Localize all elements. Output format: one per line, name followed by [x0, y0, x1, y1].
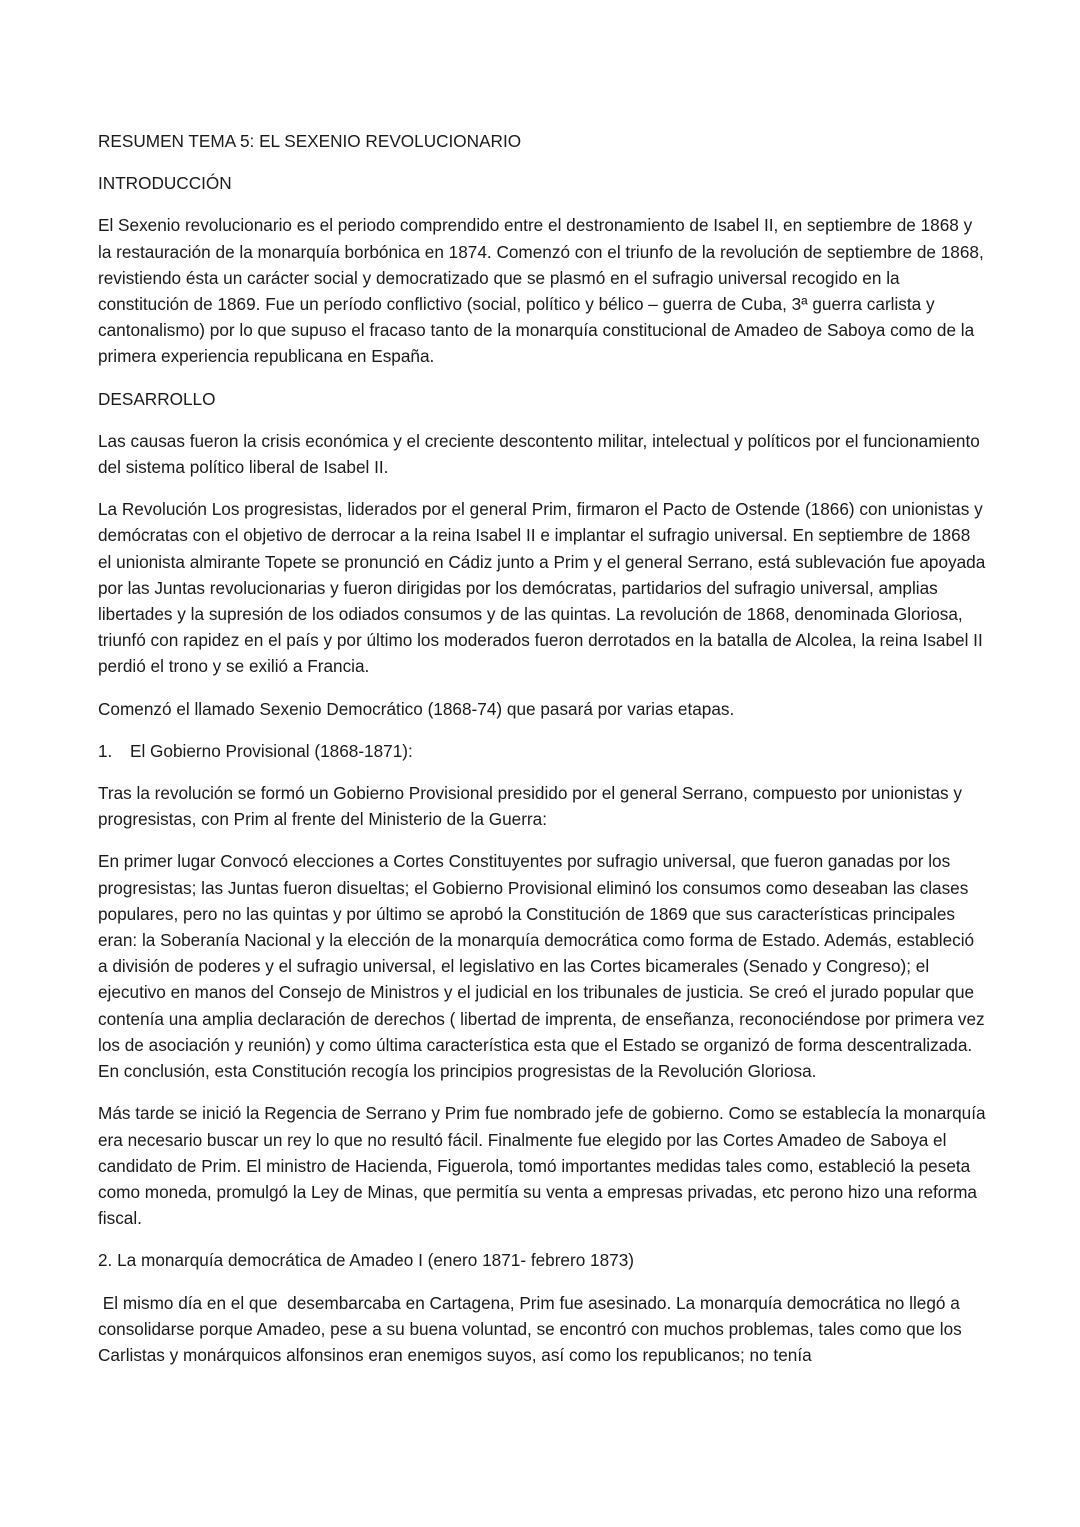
document-page — [98, 128, 988, 1384]
intro-heading: INTRODUCCIÓN — [98, 173, 232, 194]
list-number: 1. — [98, 740, 113, 761]
list-item-provisional-government — [98, 738, 988, 764]
sexenio-paragraph: Comenzó el llamado Sexenio Democrático (1868-74) que pasará por varias etapas. — [98, 698, 735, 719]
provisional-government-paragraph: Tras la revolución se formó un Gobierno Provisional presidido por el general Serrano, compuesto por unionistas y progresistas, con Prim al frente del Ministerio de la Guerra: — [98, 783, 962, 830]
intro-paragraph: El Sexenio revolucionario es el periodo comprendido entre el destronamiento de Isabel II, en septiembre de 1868 y la restauración de la monarquía borbónica en 1874. Comenzó con el triunfo de la revolución de septiembre de 1868, revistiendo ésta un carácter social y democratizado que se plasmó en el sufragio universal recogido en la constitución de 1869. Fue un período conflictivo (social, político y bélico – guerra de Cuba, 3ª guerra carlista y cantonalismo) por lo que supuso el fracaso tanto de la monarquía constitucional de Amadeo de Saboya como de la primera experiencia republicana en España. — [98, 215, 984, 367]
revolution-paragraph: La Revolución Los progresistas, liderados por el general Prim, firmaron el Pacto de Ostende (1866) con unionistas y demócratas con el objetivo de derrocar a la reina Isabel II e implantar el sufragio universal. En septiembre de 1868 el unionista almirante Topete se pronunció en Cádiz junto a Prim y el general Serrano, está sublevación fue apoyada por las Juntas revolucionarias y fueron dirigidas por los demócratas, partidarios del sufragio universal, amplias libertades y la supresión de los odiados consumos y de las quintas. La revolución de 1868, denominada Gloriosa, triunfó con rapidez en el país y por último los moderados fueron derrotados en la batalla de Alcolea, la reina Isabel II perdió el trono y se exilió a Francia. — [98, 499, 986, 677]
document-title: RESUMEN TEMA 5: EL SEXENIO REVOLUCIONARIO — [98, 131, 522, 151]
constitution-paragraph: En primer lugar Convocó elecciones a Cortes Constituyentes por sufragio universal, que fueron ganadas por los progresistas; las Juntas fueron disueltas; el Gobierno Provisional eliminó los consumos como deseaban las clases populares, pero no las quintas y por último se aprobó la Constitución de 1869 que sus características principales eran: la Soberanía Nacional y la elección de la monarquía democrática como forma de Estado. Además, estableció a división de poderes y el sufragio universal, el legislativo en las Cortes bicamerales (Senado y Congreso); el ejecutivo en manos del Consejo de Ministros y el judicial en los tribunales de justicia. Se creó el jurado popular que contenía una amplia declaración de derechos ( libertad de imprenta, de enseñanza, reconociéndose por primera vez los de asociación y reunión) y como última característica esta que el Estado se organizó de forma descentralizada. En conclusión, esta Constitución recogía los principios progresistas de la Revolución Gloriosa. — [98, 851, 985, 1082]
amadeo-paragraph: El mismo día en el que desembarcaba en Cartagena, Prim fue asesinado. La monarquía democrática no llegó a consolidarse porque Amadeo, pese a su buena voluntad, se encontró con muchos problemas, tales como que los Carlistas y monárquicos alfonsinos eran enemigos suyos, así como los republicanos; no tenía — [98, 1292, 967, 1365]
causes-paragraph: Las causas fueron la crisis económica y el creciente descontento militar, intelectual y políticos por el funcionamiento del sistema político liberal de Isabel II. — [98, 430, 980, 478]
section-2-heading: 2. La monarquía democrática de Amadeo I (enero 1871- febrero 1873) — [98, 1250, 635, 1271]
regency-paragraph: Más tarde se inició la Regencia de Serrano y Prim fue nombrado jefe de gobierno. Como se establecía la monarquía era necesario buscar un rey lo que no resultó fácil. Finalmente fue elegido por las Cortes Amadeo de Saboya el candidato de Prim. El ministro de Hacienda, Figuerola, tomó importantes medidas tales como, estableció la peseta como moneda, promulgó la Ley de Minas, que permitía su venta a empresas privadas, etc perono hizo una reforma fiscal. — [98, 1103, 986, 1229]
list-item-label: El Gobierno Provisional (1868-1871): — [130, 740, 413, 761]
development-heading: DESARROLLO — [98, 388, 216, 409]
